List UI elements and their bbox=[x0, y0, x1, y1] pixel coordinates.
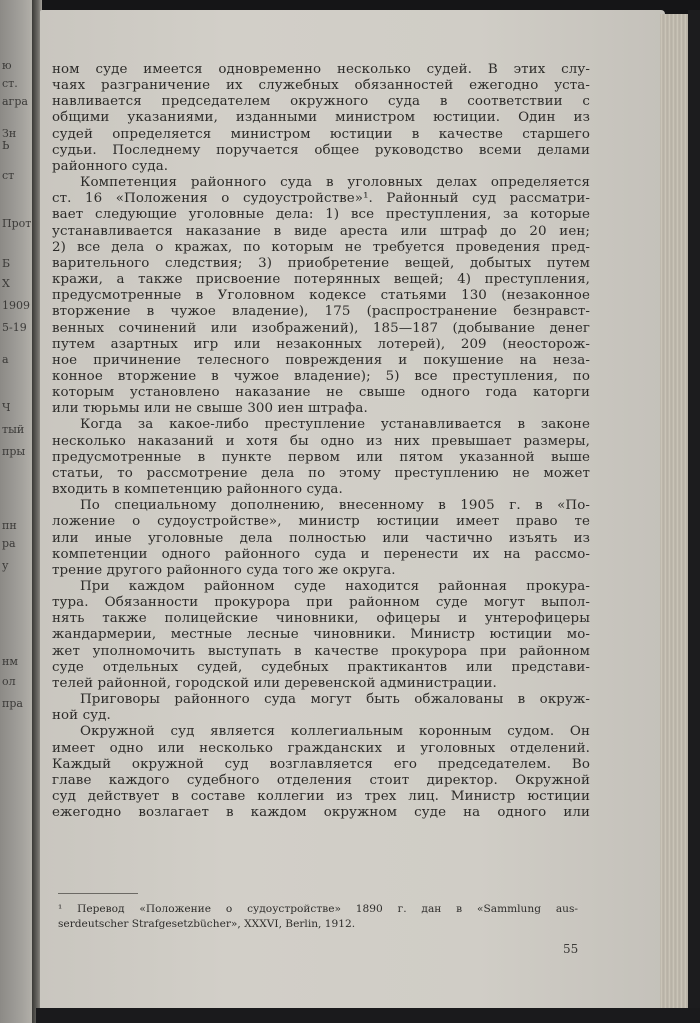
text-line: общими указаниями, изданными министром юстиции. Один из bbox=[52, 110, 590, 126]
text-line: жет уполномочить выступать в качестве прокурора при районном bbox=[52, 643, 590, 659]
text-line: компетенции одного районного суда и перенести их на рассмо- bbox=[52, 546, 590, 562]
text-line: тура. Обязанности прокурора при районном суде могут выпол- bbox=[52, 595, 590, 611]
left-page-fragment: Ч bbox=[2, 401, 11, 414]
left-page-fragment: ст. bbox=[2, 77, 18, 90]
left-page-fragment: Х bbox=[2, 277, 10, 290]
text-line: варительного следствия; 3) приобретение вещей, добытых путем bbox=[52, 255, 590, 271]
text-line: предусмотренные в пункте первом или пятом указанной выше bbox=[52, 449, 590, 465]
text-line: предусмотренные в Уголовном кодексе статьями 130 (незаконное bbox=[52, 288, 590, 304]
left-page-fragment: ол bbox=[2, 675, 16, 688]
text-line: ном суде имеется одновременно несколько судей. В этих слу- bbox=[52, 62, 590, 77]
page-number: 55 bbox=[563, 942, 579, 956]
text-line: главе каждого судебного отделения стоит директор. Окружной bbox=[52, 772, 590, 788]
text-line: Окружной суд является коллегиальным коронным судом. Он bbox=[80, 724, 590, 740]
left-page-fragment: агра bbox=[2, 95, 28, 108]
text-line: нять также полицейские чиновники, офицеры и унтерофицеры bbox=[52, 611, 590, 627]
left-page-fragment: нм bbox=[2, 655, 18, 668]
text-line: При каждом районном суде находится районная прокура- bbox=[80, 579, 590, 594]
text-line: Компетенция районного суда в уголовных делах определяется bbox=[80, 175, 590, 191]
text-line: чаях разграничение их служебных обязанностей ежегодно уста- bbox=[52, 78, 590, 94]
footnote-line: ¹ Перевод «Положение о судоустройстве» 1890 г. дан в «Sammlung aus- bbox=[58, 903, 578, 915]
text-line: конное вторжение в чужое владение); 5) все преступления, по bbox=[52, 368, 590, 384]
text-line: ст. 16 «Положения о судоустройстве»¹. Районный суд рассматри- bbox=[52, 191, 590, 207]
left-page-fragment: ю bbox=[2, 59, 12, 72]
footnote bbox=[58, 902, 578, 932]
paragraph bbox=[52, 579, 590, 692]
text-line: или тюрьмы или не свыше 300 иен штрафа. bbox=[52, 401, 368, 417]
paragraph bbox=[52, 175, 590, 417]
paragraph bbox=[52, 692, 590, 724]
text-line: суд действует в составе коллегии из трех лиц. Министр юстиции bbox=[52, 789, 590, 805]
left-page-fragment: Ь bbox=[2, 139, 10, 152]
left-page-fragment: пра bbox=[2, 697, 23, 710]
text-line: ложение о судоустройстве», министр юстиции имеет право те bbox=[52, 514, 590, 530]
left-page-fragment: ра bbox=[2, 537, 16, 550]
left-page-fragment: 1909 bbox=[2, 299, 30, 312]
left-page-edge bbox=[0, 0, 36, 1023]
text-line: вторжение в чужое владение), 175 (распространение безнравст- bbox=[52, 304, 590, 320]
text-line: судей определяется министром юстиции в качестве старшего bbox=[52, 126, 590, 142]
text-line: имеет одно или несколько гражданских и уголовных отделений. bbox=[52, 740, 590, 756]
left-page-fragment: у bbox=[2, 559, 9, 572]
text-line: ное причинение телесного повреждения и покушение на неза- bbox=[52, 352, 590, 368]
text-line: устанавливается наказание в виде ареста или штраф до 20 иен; bbox=[52, 223, 590, 239]
left-page-fragment: Зн bbox=[2, 127, 17, 140]
left-page-fragment: Б bbox=[2, 257, 11, 270]
text-line: жандармерии, местные лесные чиновники. Министр юстиции мо- bbox=[52, 627, 590, 643]
text-line: или иные уголовные дела полностью или частично изъять из bbox=[52, 530, 590, 546]
text-line: Когда за какое-либо преступление устанавливается в законе bbox=[80, 417, 590, 433]
text-line: входить в компетенцию районного суда. bbox=[52, 482, 343, 498]
text-line: Приговоры районного суда могут быть обжалованы в окруж- bbox=[80, 692, 590, 708]
text-line: которым установлено наказание не свыше одного года каторги bbox=[52, 385, 590, 401]
text-line: районного суда. bbox=[52, 158, 169, 174]
background-bottom bbox=[36, 1008, 700, 1023]
text-line: кражи, а также присвоение потерянных вещей; 4) преступления, bbox=[52, 272, 590, 288]
text-line: Каждый окружной суд возглавляется его председателем. Во bbox=[52, 756, 590, 772]
paragraph bbox=[52, 724, 590, 821]
text-line: судьи. Последнему поручается общее руководство всеми делами bbox=[52, 142, 590, 158]
left-page-fragment: тый bbox=[2, 423, 25, 436]
footnote-line: serdeutscher Strafgesetzbücher», XXXVI, Berlin, 1912. bbox=[58, 918, 356, 930]
left-page-fragment: 5-19 bbox=[2, 321, 27, 334]
page-body-text bbox=[52, 62, 590, 821]
left-page-fragment: ст bbox=[2, 169, 15, 182]
text-line: телей районной, городской или деревенской администрации. bbox=[52, 675, 497, 691]
text-line: По специальному дополнению, внесенному в 1905 г. в «По- bbox=[80, 498, 590, 514]
text-line: навливается председателем окружного суда в соответствии с bbox=[52, 94, 590, 110]
paragraph bbox=[52, 417, 590, 498]
paragraph bbox=[52, 498, 590, 579]
text-line: ной суд. bbox=[52, 708, 111, 724]
text-line: трение другого районного суда того же округа. bbox=[52, 562, 396, 578]
text-line: путем азартных игр или незаконных лотерей), 209 (неосторож- bbox=[52, 336, 590, 352]
text-line: 2) все дела о кражах, по которым не требуется проведения пред- bbox=[52, 239, 590, 255]
text-line: венных сочинений или изображений), 185—187 (добывание денег bbox=[52, 320, 590, 336]
left-page-fragment: пры bbox=[2, 445, 26, 458]
footnote-rule bbox=[58, 893, 138, 894]
left-page-fragment: Прот bbox=[2, 217, 32, 230]
text-line: несколько наказаний и хотя бы одно из них превышает размеры, bbox=[52, 433, 590, 449]
text-line: статьи, то рассмотрение дела по этому преступлению не может bbox=[52, 465, 590, 481]
paragraph bbox=[52, 62, 590, 175]
page-stack-edge bbox=[660, 14, 690, 1010]
text-line: вает следующие уголовные дела: 1) все преступления, за которые bbox=[52, 207, 590, 223]
background-right bbox=[688, 10, 700, 1023]
left-page-fragment: а bbox=[2, 353, 9, 366]
text-line: ежегодно возлагает в каждом окружном суде на одного или bbox=[52, 805, 590, 821]
text-line: суде отдельных судей, судебных практикантов или представи- bbox=[52, 659, 590, 675]
left-page-fragment: пн bbox=[2, 519, 17, 532]
